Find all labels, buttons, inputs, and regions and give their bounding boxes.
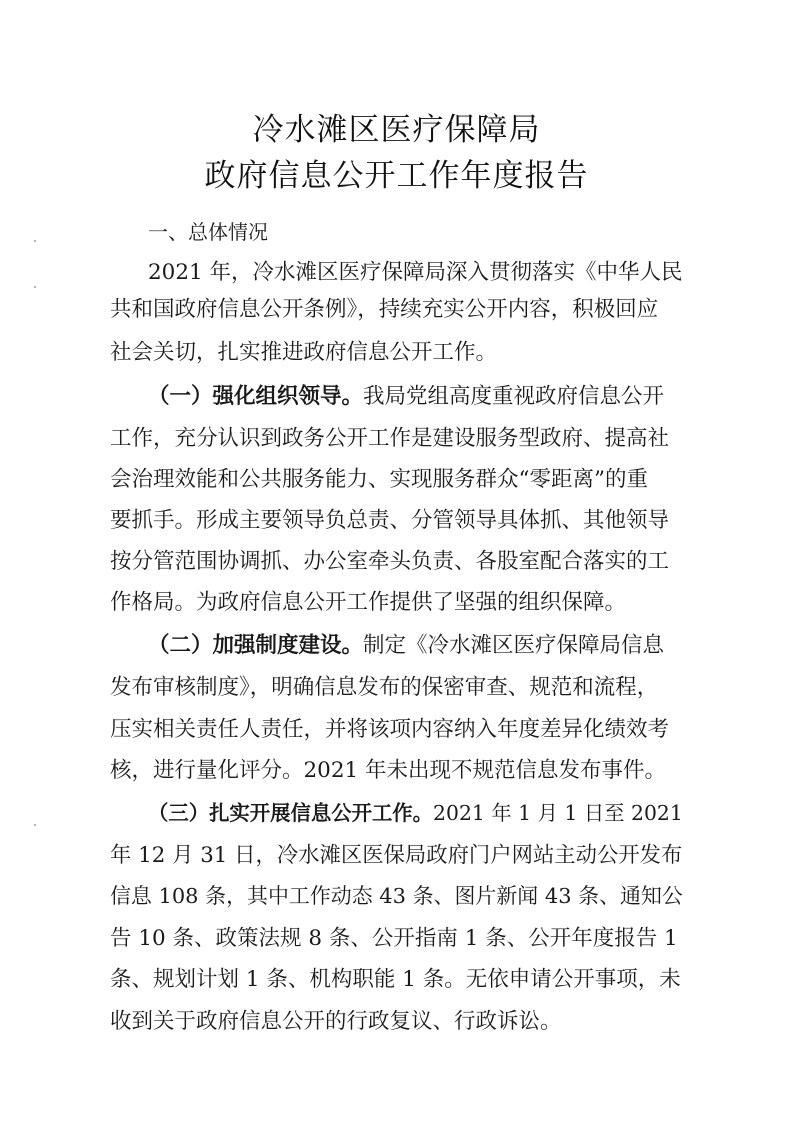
paragraph-3-line-1 xyxy=(148,635,664,657)
paragraph-2-line-4: 要抓手。形成主要领导负总责、分管领导具体抓、其他领导 xyxy=(110,508,670,533)
paragraph-3-line-4: 核，进行量化评分。2021 年未出现不规范信息发布事件。 xyxy=(110,758,667,783)
paragraph-2-line-2: 工作，充分认识到政务公开工作是建设服务型政府、提高社 xyxy=(110,426,670,451)
paragraph-3-line-3: 压实相关责任人责任，并将该项内容纳入年度差异化绩效考 xyxy=(110,717,670,742)
paragraph-3-lead: （二）加强制度建设。 xyxy=(148,633,364,658)
paragraph-3-line-2: 发布审核制度》，明确信息发布的保密审查、规范和流程， xyxy=(110,675,659,700)
paragraph-2-line-1-rest: 我局党组高度重视政府信息公开 xyxy=(363,384,665,409)
section-heading-overview: 一、总体情况 xyxy=(148,220,268,244)
paragraph-4-line-3: 信息 108 条，其中工作动态 43 条、图片新闻 43 条、通知公 xyxy=(110,884,683,908)
paragraph-1-line-1: 2021 年，冷水滩区医疗保障局深入贯彻落实《中华人民 xyxy=(148,260,683,285)
paragraph-2-line-1 xyxy=(148,386,664,408)
paragraph-4-line-2: 年 12 月 31 日，冷水滩区医保局政府门户网站主动公开发布 xyxy=(110,843,683,868)
scan-speck xyxy=(34,240,36,242)
paragraph-2-line-6: 作格局。为政府信息公开工作提供了坚强的组织保障。 xyxy=(110,590,627,615)
paragraph-1-line-3: 社会关切，扎实推进政府信息公开工作。 xyxy=(110,340,498,365)
paragraph-4-line-4: 告 10 条、政策法规 8 条、公开指南 1 条、公开年度报告 1 xyxy=(110,926,678,951)
paragraph-4-line-5: 条、规划计划 1 条、机构职能 1 条。无依申请公开事项，未 xyxy=(110,967,681,992)
paragraph-4-lead: （三）扎实开展信息公开工作。 xyxy=(148,801,434,825)
paragraph-2-lead: （一）强化组织领导。 xyxy=(148,384,364,409)
paragraph-4-line-1-rest: 2021 年 1 月 1 日至 2021 xyxy=(433,801,683,825)
paragraph-4-line-1 xyxy=(148,803,683,823)
paragraph-3-line-1-rest: 制定《冷水滩区医疗保障局信息 xyxy=(363,633,665,658)
paragraph-2-line-5: 按分管范围协调抓、办公室牵头负责、各股室配合落实的工 xyxy=(110,549,670,574)
document-title-line-2: 政府信息公开工作年度报告 xyxy=(204,158,589,194)
paragraph-1-line-2: 共和国政府信息公开条例》，持续充实公开内容，积极回应 xyxy=(110,297,659,322)
paragraph-2-line-3: 会治理效能和公共服务能力、实现服务群众“零距离”的重 xyxy=(110,467,648,492)
paragraph-4-line-6: 收到关于政府信息公开的行政复议、行政诉讼。 xyxy=(110,1009,562,1034)
scan-speck xyxy=(34,824,36,826)
scan-speck xyxy=(34,286,36,288)
document-title-line-1: 冷水滩区医疗保障局 xyxy=(252,112,541,148)
